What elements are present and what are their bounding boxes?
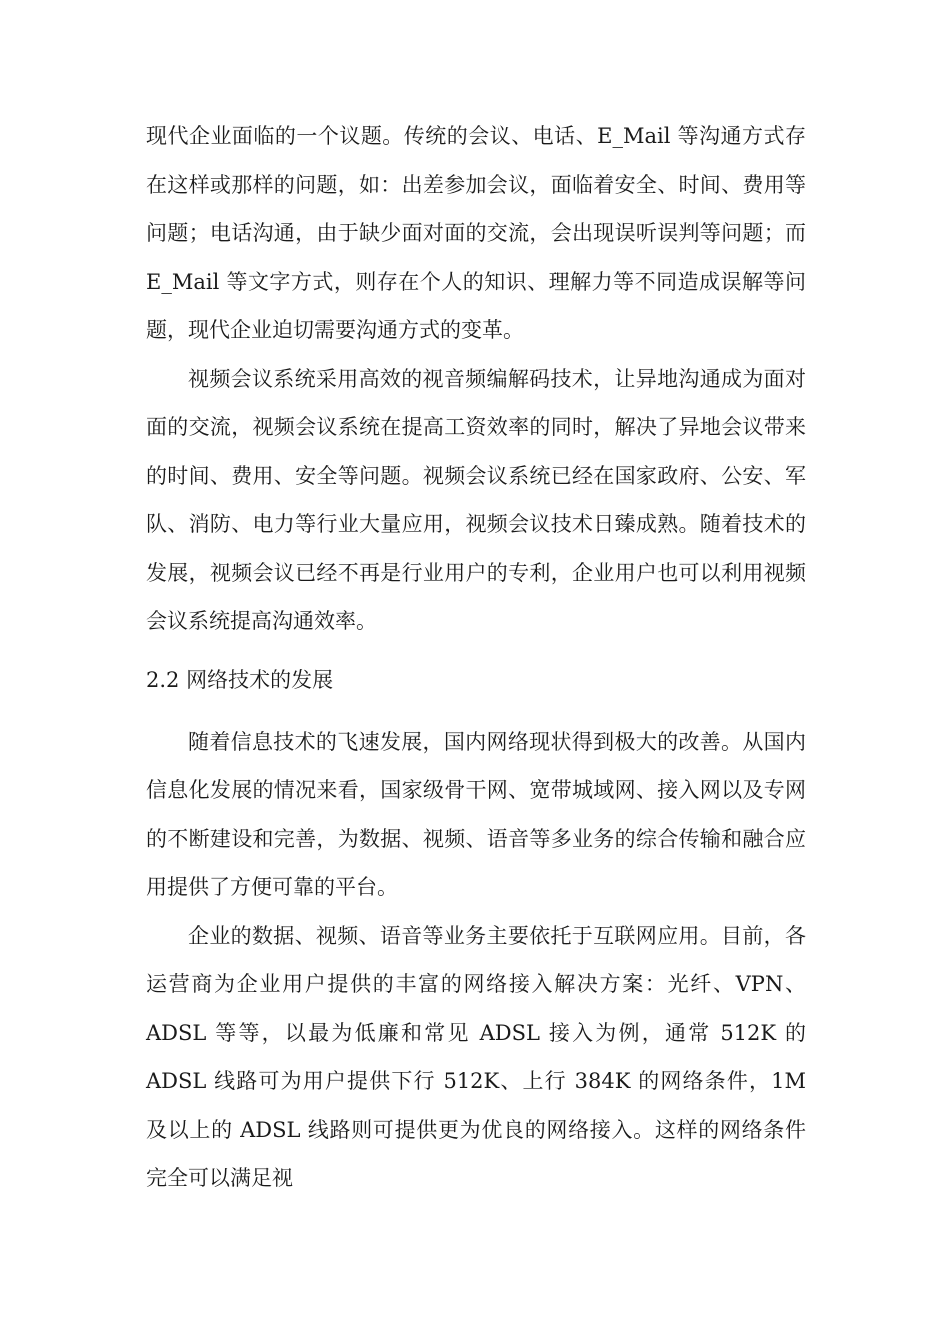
document-page (146, 112, 806, 1203)
section-heading: 2.2 网络技术的发展 (146, 667, 334, 692)
paragraph-network-status: 随着信息技术的飞速发展，国内网络现状得到极大的改善。从国内信息化发展的情况来看，国家级骨干网、宽带城域网、接入网以及专网的不断建设和完善，为数据、视频、语音等多业务的综合传输和融合应用提供了方便可靠的平台。 (146, 729, 806, 899)
paragraph-network-access: 企业的数据、视频、语音等业务主要依托于互联网应用。目前，各运营商为企业用户提供的丰富的网络接入解决方案：光纤、VPN、ADSL 等等，以最为低廉和常见 ADSL 接入为例，通常 512K 的 ADSL 线路可为用户提供下行 512K、上行 384K 的网络条件，1M 及以上的 ADSL 线路则可提供更为优良的网络接入。这样的网络条件完全可以满足视 (146, 923, 806, 1190)
paragraph-continued: 现代企业面临的一个议题。传统的会议、电话、E_Mail 等沟通方式存在这样或那样的问题，如：出差参加会议，面临着安全、时间、费用等问题；电话沟通，由于缺少面对面的交流，会出现误听误判等问题；而 E_Mail 等文字方式，则存在个人的知识、理解力等不同造成误解等问题，现代企业迫切需要沟通方式的变革。 (146, 124, 806, 342)
paragraph-video-conference: 视频会议系统采用高效的视音频编解码技术，让异地沟通成为面对面的交流，视频会议系统在提高工资效率的同时，解决了异地会议带来的时间、费用、安全等问题。视频会议系统已经在国家政府、公安、军队、消防、电力等行业大量应用，视频会议技术日臻成熟。随着技术的发展，视频会议已经不再是行业用户的专利，企业用户也可以利用视频会议系统提高沟通效率。 (146, 366, 806, 633)
